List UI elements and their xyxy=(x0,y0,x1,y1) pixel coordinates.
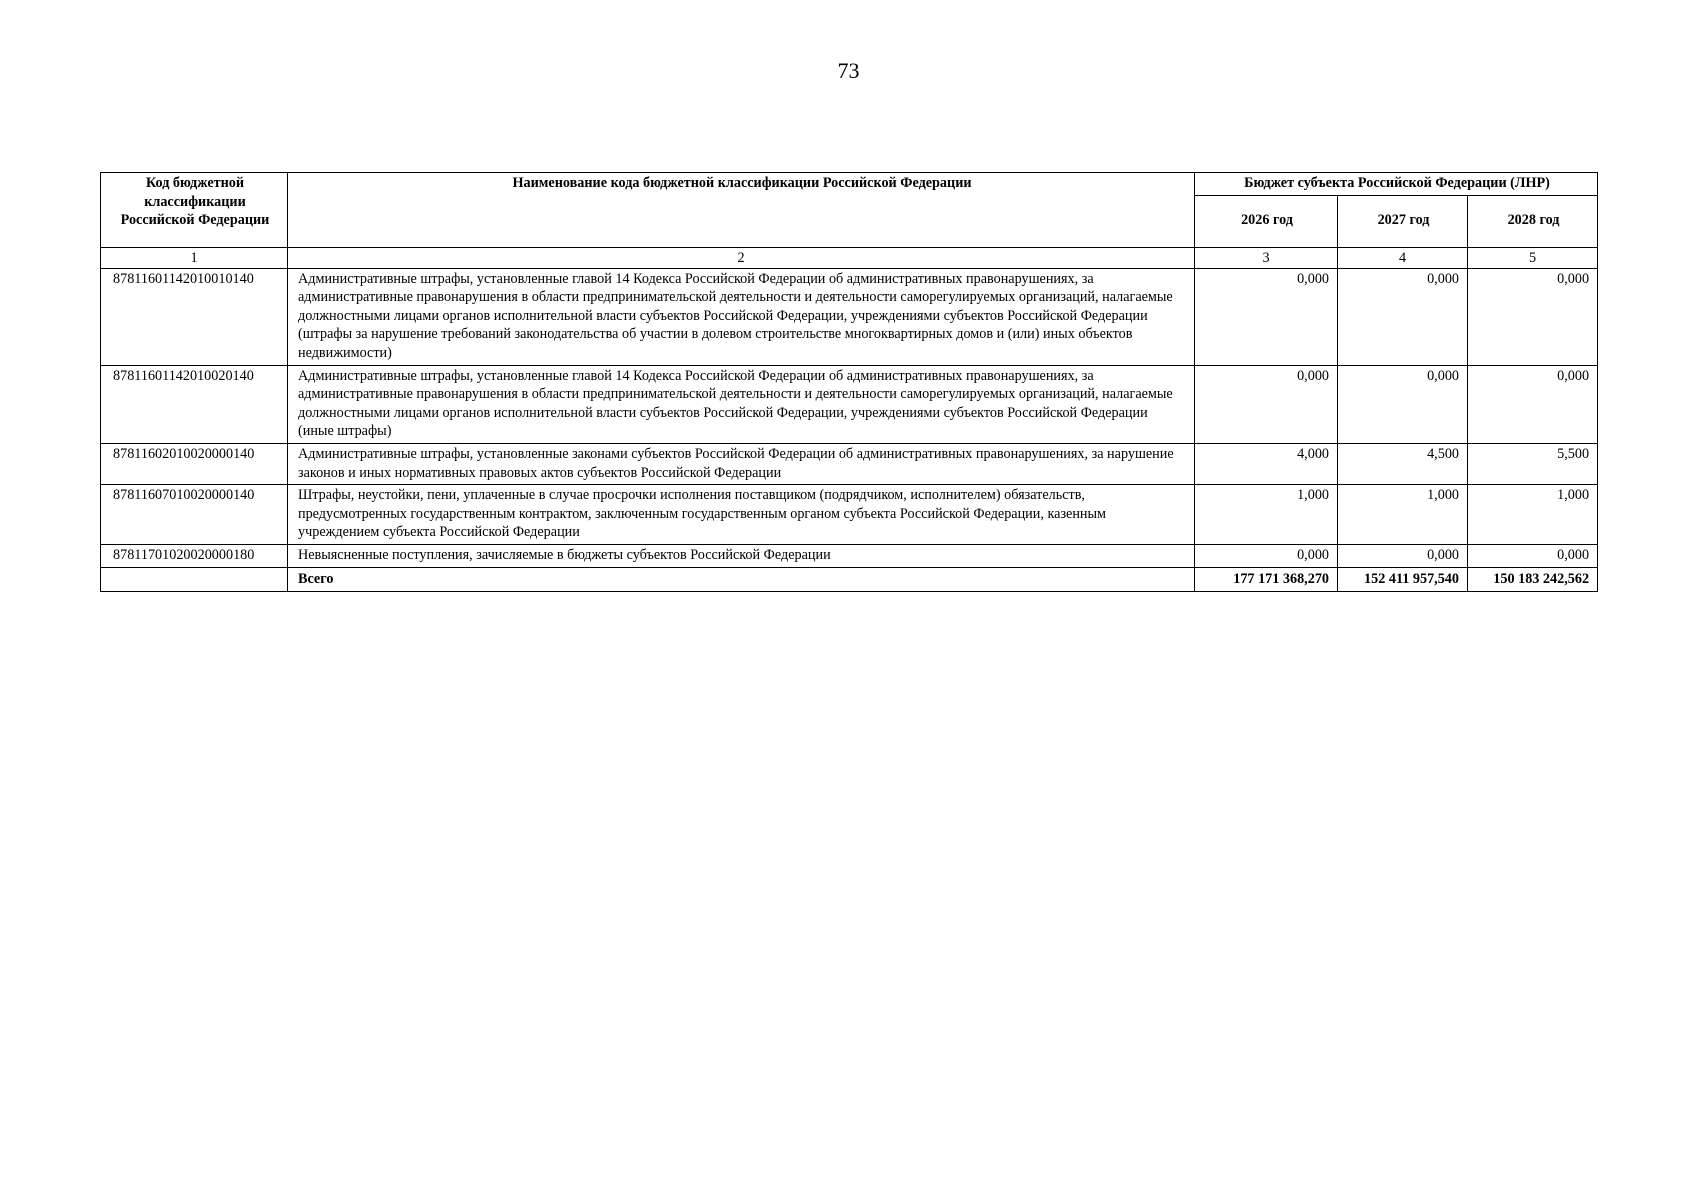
total-row xyxy=(101,567,1598,592)
row-code: 87811601142010020140 xyxy=(101,365,288,443)
row-value-2027: 0,000 xyxy=(1338,268,1468,365)
table-row xyxy=(101,544,1598,567)
row-value-2027: 0,000 xyxy=(1338,544,1468,567)
row-value-2028: 0,000 xyxy=(1468,544,1598,567)
row-value-2026: 4,000 xyxy=(1195,443,1338,484)
header-name: Наименование кода бюджетной классификации Российской Федерации xyxy=(288,173,1195,248)
row-value-2027: 1,000 xyxy=(1338,485,1468,545)
total-label: Всего xyxy=(288,567,1195,592)
column-number: 3 xyxy=(1195,247,1338,268)
row-name: Административные штрафы, установленные законами субъектов Российской Федерации об административных правонарушениях, за нарушение законов и иных нормативных правовых актов субъектов Российской Федерации xyxy=(288,443,1195,484)
row-value-2026: 0,000 xyxy=(1195,268,1338,365)
row-code: 87811701020020000180 xyxy=(101,544,288,567)
row-value-2028: 1,000 xyxy=(1468,485,1598,545)
row-name: Административные штрафы, установленные главой 14 Кодекса Российской Федерации об административных правонарушениях, за административные правонарушения в области предпринимательской деятельности и деятельности саморегулируемых организаций, налагаемые должностными лицами органов исполнительной власти субъектов Российской Федерации, учреждениями субъектов Российской Федерации (иные штрафы) xyxy=(288,365,1195,443)
table-row xyxy=(101,443,1598,484)
header-year-2027: 2027 год xyxy=(1338,195,1468,247)
column-number: 5 xyxy=(1468,247,1598,268)
total-code-empty xyxy=(101,567,288,592)
column-number: 4 xyxy=(1338,247,1468,268)
table-row xyxy=(101,268,1598,365)
row-value-2027: 0,000 xyxy=(1338,365,1468,443)
row-value-2026: 0,000 xyxy=(1195,365,1338,443)
budget-table xyxy=(100,172,1598,592)
row-value-2026: 1,000 xyxy=(1195,485,1338,545)
total-value-2027: 152 411 957,540 xyxy=(1338,567,1468,592)
row-name: Штрафы, неустойки, пени, уплаченные в случае просрочки исполнения поставщиком (подрядчиком, исполнителем) обязательств, предусмотренных государственным контрактом, заключенным государственным органом субъекта Российской Федерации, казенным учреждением субъекта Российской Федерации xyxy=(288,485,1195,545)
row-value-2028: 5,500 xyxy=(1468,443,1598,484)
row-code: 87811602010020000140 xyxy=(101,443,288,484)
row-value-2026: 0,000 xyxy=(1195,544,1338,567)
header-year-2028: 2028 год xyxy=(1468,195,1598,247)
row-code: 87811607010020000140 xyxy=(101,485,288,545)
column-numbers-row xyxy=(101,247,1598,268)
row-name: Невыясненные поступления, зачисляемые в бюджеты субъектов Российской Федерации xyxy=(288,544,1195,567)
header-year-2026: 2026 год xyxy=(1195,195,1338,247)
row-code: 87811601142010010140 xyxy=(101,268,288,365)
table-row xyxy=(101,365,1598,443)
header-budget-group: Бюджет субъекта Российской Федерации (ЛНР) xyxy=(1195,173,1598,196)
row-value-2028: 0,000 xyxy=(1468,268,1598,365)
header-code: Код бюджетной классификации Российской Федерации xyxy=(101,173,288,248)
row-value-2028: 0,000 xyxy=(1468,365,1598,443)
page-number: 73 xyxy=(837,58,860,83)
total-value-2026: 177 171 368,270 xyxy=(1195,567,1338,592)
total-value-2028: 150 183 242,562 xyxy=(1468,567,1598,592)
column-number: 1 xyxy=(101,247,288,268)
table-row xyxy=(101,485,1598,545)
row-name: Административные штрафы, установленные главой 14 Кодекса Российской Федерации об административных правонарушениях, за административные правонарушения в области предпринимательской деятельности и деятельности саморегулируемых организаций, налагаемые должностными лицами органов исполнительной власти субъектов Российской Федерации, учреждениями субъектов Российской Федерации (штрафы за нарушение требований законодательства об участии в долевом строительстве многоквартирных домов и (или) иных объектов недвижимости) xyxy=(288,268,1195,365)
row-value-2027: 4,500 xyxy=(1338,443,1468,484)
header-row-top xyxy=(101,173,1598,196)
column-number: 2 xyxy=(288,247,1195,268)
